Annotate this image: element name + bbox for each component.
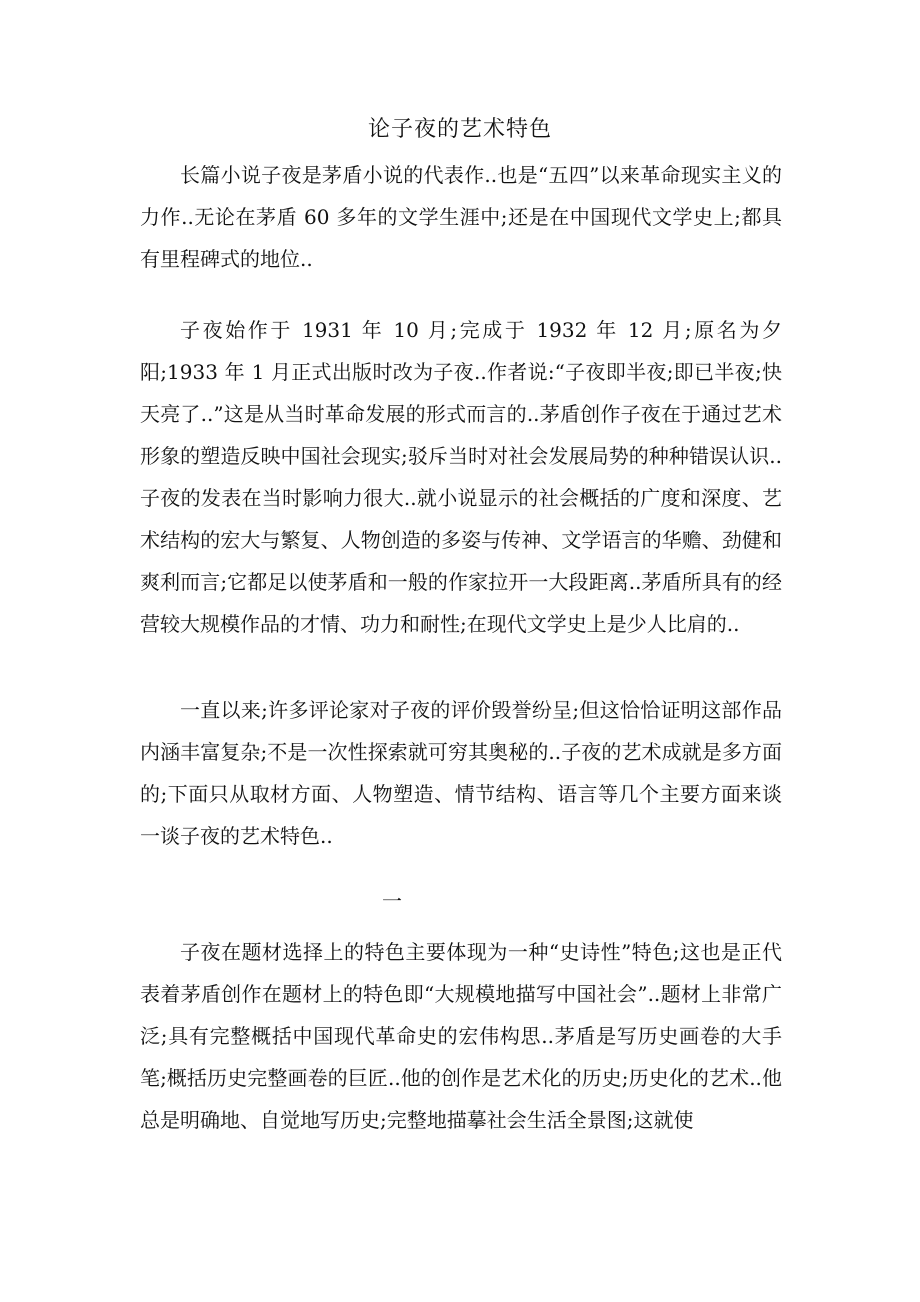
paragraph-2-block bbox=[140, 309, 782, 645]
document-title: 论子夜的艺术特色 bbox=[367, 117, 552, 142]
paragraph: 子夜在题材选择上的特色主要体现为一种“史诗性”特色;这也是正代表着茅盾创作在题材上的特色即“大规模地描写中国社会”..题材上非常广泛;具有完整概括中国现代革命史的宏伟构思..茅盾是写历史画卷的大手笔;概括历史完整画卷的巨匠..他的创作是艺术化的历史;历史化的艺术..他总是明确地、自觉地写历史;完整地描摹社会生活全景图;这就使 bbox=[140, 940, 782, 1132]
section-number: 一 bbox=[382, 889, 402, 913]
paragraph-3-block bbox=[140, 689, 782, 857]
paragraph: 长篇小说子夜是茅盾小说的代表作..也是“五四”以来革命现实主义的力作..无论在茅盾 60 多年的文学生涯中;还是在中国现代文学史上;都具有里程碑式的地位.. bbox=[140, 163, 782, 271]
paragraph: 一直以来;许多评论家对子夜的评价毁誉纷呈;但这恰恰证明这部作品内涵丰富复杂;不是一次性探索就可穷其奥秘的..子夜的艺术成就是多方面的;下面只从取材方面、人物塑造、情节结构、语言等几个主要方面来谈一谈子夜的艺术特色.. bbox=[140, 698, 782, 848]
paragraph: 子夜始作于 1931 年 10 月;完成于 1932 年 12 月;原名为夕阳;1933 年 1 月正式出版时改为子夜..作者说:“子夜即半夜;即已半夜;快天亮了..”这是从当时革命发展的形式而言的..茅盾创作子夜在于通过艺术形象的塑造反映中国社会现实;驳斥当时对社会发展局势的种种错误认识..子夜的发表在当时影响力很大..就小说显示的社会概括的广度和深度、艺术结构的宏大与繁复、人物创造的多姿与传神、文学语言的华赡、劲健和爽利而言;它都足以使茅盾和一般的作家拉开一大段距离..茅盾所具有的经营较大规模作品的才情、功力和耐性;在现代文学史上是少人比肩的.. bbox=[140, 318, 782, 636]
section-paragraph-block bbox=[140, 931, 782, 1141]
paragraph-1-block bbox=[140, 154, 782, 280]
